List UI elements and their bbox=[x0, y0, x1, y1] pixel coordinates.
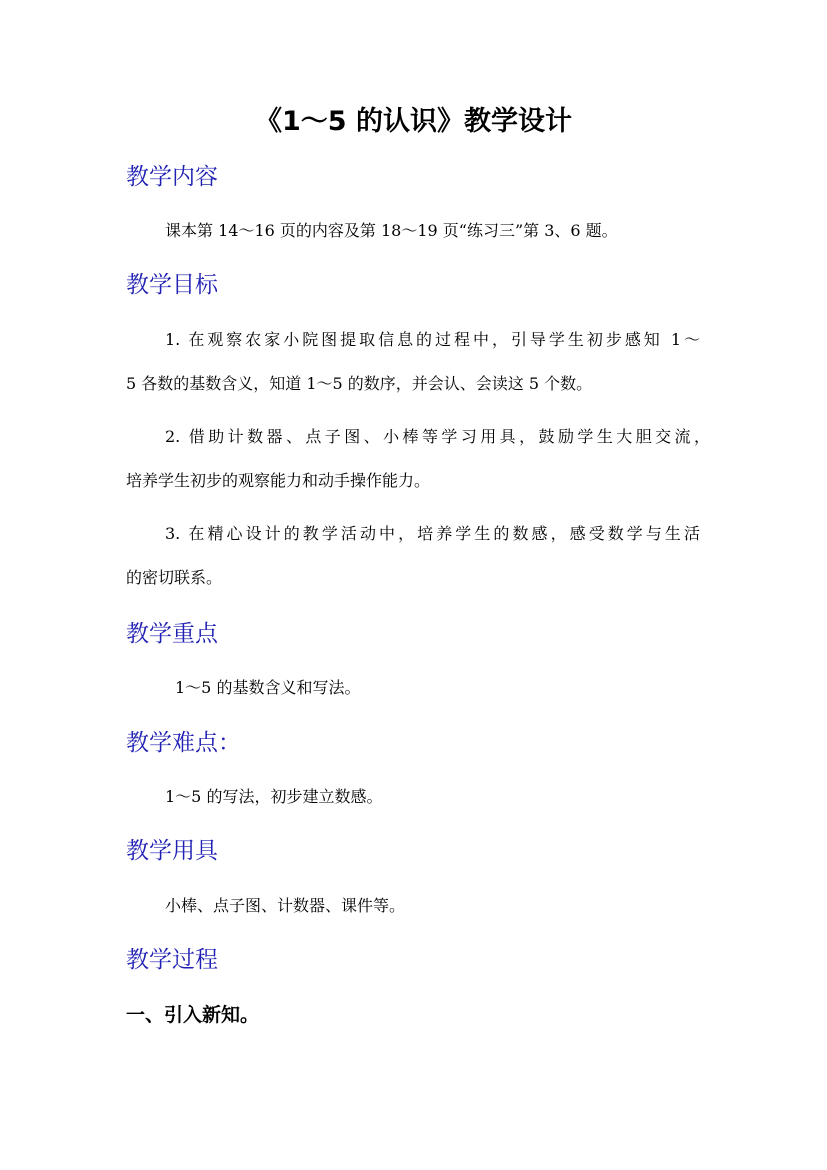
teaching-tools-text: 小棒、点子图、计数器、课件等。 bbox=[165, 896, 406, 915]
heading-teaching-content: 教学内容 bbox=[126, 164, 218, 190]
goal-2-line-2: 培养学生初步的观察能力和动手操作能力。 bbox=[126, 471, 431, 490]
goal-1-line-2: 5 各数的基数含义，知道 1～5 的数序，并会认、会读这 5 个数。 bbox=[126, 374, 593, 393]
goal-2-line-1: 2. 借助计数器、点子图、小棒等学习用具，鼓励学生大胆交流， bbox=[165, 427, 710, 446]
goal-3-line-2: 的密切联系。 bbox=[126, 568, 223, 587]
teaching-content-text: 课本第 14～16 页的内容及第 18～19 页“练习三”第 3、6 题。 bbox=[165, 221, 618, 240]
process-step-1: 一、引入新知。 bbox=[126, 1004, 260, 1026]
difficulties-text: 1～5 的写法，初步建立数感。 bbox=[165, 787, 383, 806]
key-points-text: 1～5 的基数含义和写法。 bbox=[175, 678, 361, 697]
heading-teaching-tools: 教学用具 bbox=[126, 838, 218, 864]
heading-teaching-process: 教学过程 bbox=[126, 947, 218, 973]
heading-key-points: 教学重点 bbox=[126, 621, 218, 647]
heading-teaching-goals: 教学目标 bbox=[126, 272, 218, 298]
goal-1-line-1: 1. 在观察农家小院图提取信息的过程中，引导学生初步感知 1～ bbox=[165, 330, 700, 349]
goal-3-line-1: 3. 在精心设计的教学活动中，培养学生的数感，感受数学与生活 bbox=[165, 524, 700, 543]
document-title: 《1～5 的认识》教学设计 bbox=[255, 106, 572, 137]
heading-difficulties: 教学难点： bbox=[126, 730, 241, 756]
